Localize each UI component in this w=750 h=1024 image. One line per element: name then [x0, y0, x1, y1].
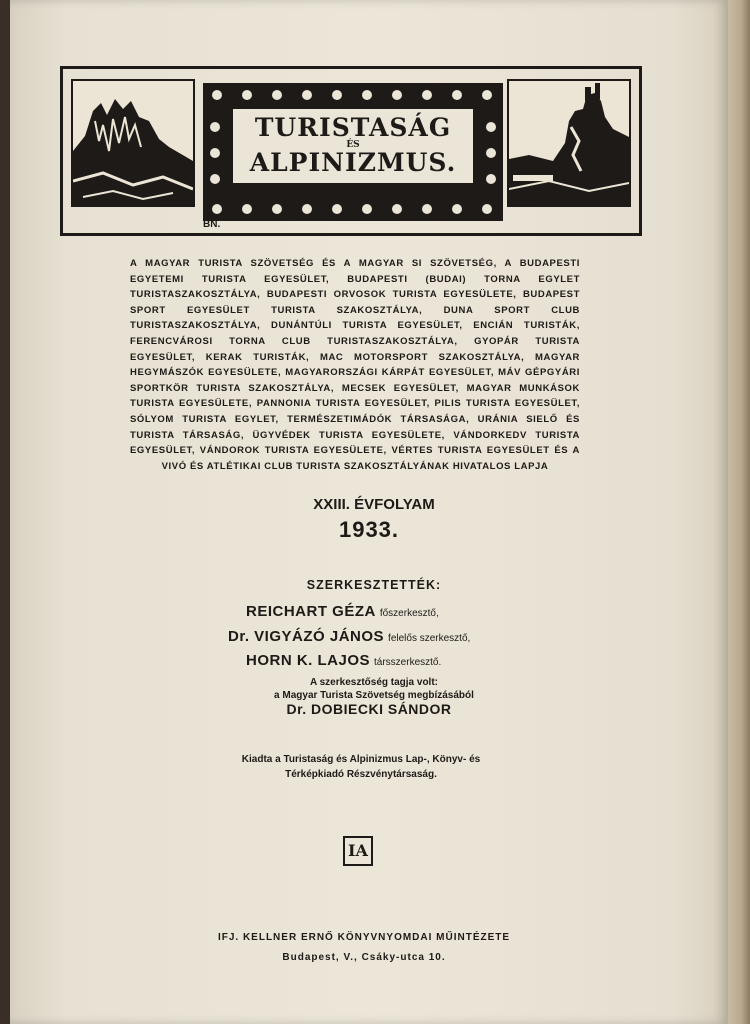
publisher-line-1: Kiadta a Turistaság és Alpinizmus Lap-, Könyv- és	[241, 754, 481, 765]
castle-illustration	[507, 79, 631, 207]
editor-row	[228, 628, 470, 645]
header-banner	[60, 66, 642, 236]
mountain-illustration	[71, 79, 195, 207]
year-label: 1933.	[338, 517, 400, 542]
castle-rock-image	[509, 81, 629, 205]
publisher-logo-icon: IA	[343, 836, 373, 866]
mountain-peaks-image	[73, 81, 193, 205]
publisher-note	[2, 752, 720, 782]
title-line-2: ALPINIZMUS.	[249, 148, 457, 177]
volume-label: XXIII. ÉVFOLYAM	[313, 496, 435, 513]
editor-name: HORN K. LAJOS	[246, 652, 371, 669]
title-line-1: TURISTASÁG	[254, 113, 452, 142]
printer-line-2: Budapest, V., Csáky-utca 10.	[282, 952, 446, 963]
editor-role: társszerkesztő.	[374, 657, 442, 668]
member-note	[15, 676, 733, 702]
member-name: Dr. DOBIECKI SÁNDOR	[286, 701, 452, 717]
publishers-list: A MAGYAR TURISTA SZÖVETSÉG ÉS A MAGYAR SI SZÖVETSÉG, A BUDAPESTI EGYETEMI TURISTA EGYESÜLET, BUDAPESTI (BUDAI) TORNA EGYLET TURISTASZAKOSZTÁLYA, BUDAPESTI ORVOSOK TURISTA EGYESÜLETE, BUDAPEST SPORT EGYESÜLET TURISTA SZAKOSZTÁLYA, DUNA SPORT CLUB TURISTASZAKOSZTÁLYA, DUNÁNTÚLI TURISTA EGYESÜLET, ENCIÁN TURISTÁK, FERENCVÁROSI TORNA CLUB TURISTASZAKOSZTÁLYA, GYOPÁR TURISTA EGYESÜLET, KERAK TURISTÁK, MAC MOTORSPORT SZAKOSZTÁLYA, MAGYAR HEGYMÁSZÓK EGYESÜLETE, MAGYARORSZÁGI KÁRPÁT EGYESÜLET, MÁV GÉPGYÁRI SPORTKÖR TURISTA SZAKOSZTÁLYA, MECSEK EGYESÜLET, MAGYAR MUNKÁSOK TURISTA EGYESÜLETE, PANNONIA TURISTA EGYESÜLET, PILIS TURISTA EGYESÜLET, SÓLYOM TURISTA EGYLET, TERMÉSZETIMÁDÓK TÁRSASÁGA, URÁNIA SIELŐ ÉS TURISTA TÁRSASÁG, ÜGYVÉDEK TURISTA EGYESÜLETE, VÁNDORKEDV TURISTA EGYESÜLET, VÁNDOROK TURISTA EGYESÜLETE, VÉRTES TURISTA EGYESÜLET ÉS A VIVÓ ÉS ATLÉTIKAI CLUB TURISTA SZAKOSZTÁLYÁNAK HIVATALOS LAPJA	[130, 258, 580, 472]
title-frame	[203, 83, 503, 221]
printer-line-1: IFJ. KELLNER ERNŐ KÖNYVNYOMDAI MŰINTÉZETE	[217, 932, 511, 943]
artist-signature: BN.	[203, 219, 221, 230]
printer-info	[5, 928, 723, 968]
title-es: ÉS	[346, 140, 360, 150]
editor-row	[246, 603, 439, 620]
editor-role: felelős szerkesztő,	[388, 633, 471, 644]
title-page	[10, 0, 728, 1024]
editor-row	[246, 652, 441, 669]
edited-by-heading: SZERKESZTETTÉK:	[306, 578, 442, 592]
editor-name: Dr. VIGYÁZÓ JÁNOS	[228, 628, 385, 645]
masthead-title	[231, 107, 475, 185]
editor-role: főszerkesztő,	[379, 608, 439, 619]
member-note-line-1: A szerkesztőség tagja volt:	[309, 677, 438, 688]
member-note-line-2: a Magyar Turista Szövetség megbízásából	[274, 690, 474, 701]
book-edge	[728, 0, 750, 1024]
editor-name: REICHART GÉZA	[246, 603, 376, 620]
publisher-line-2: Térképkiadó Részvénytársaság.	[285, 769, 437, 780]
